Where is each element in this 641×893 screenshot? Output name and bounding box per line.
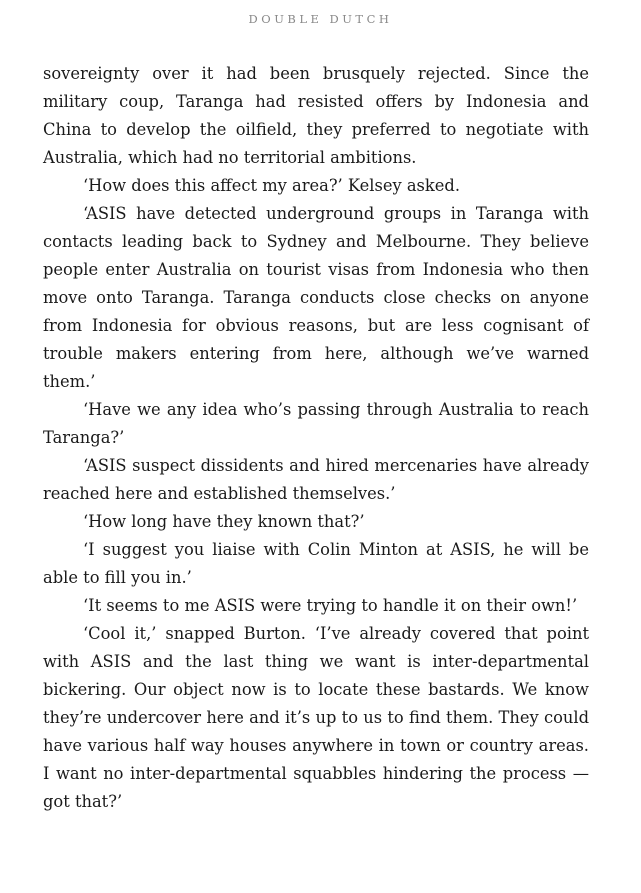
paragraph-3: ‘ASIS have detected underground groups in Taranga with contacts leading back to Sydney and Melbourne. They believe people enter Australia on tourist visas from Indonesia who then move onto Taranga. Taranga conducts close checks on anyone from Indonesia for obvious reasons, but are less cognisant of trouble makers entering from here, although we’ve warned them.’ <box>43 204 589 391</box>
paragraph-2: ‘How does this affect my area?’ Kelsey asked. <box>83 176 461 195</box>
paragraph-9: ‘Cool it,’ snapped Burton. ‘I’ve already covered that point with ASIS and the last thing we want is inter-departmental bickering. Our object now is to locate these bastards. We know they’re undercover here and it’s up to us to find them. They could have various half way houses anywhere in town or country areas. I want no inter-departmental squabbles hindering the process — got that?’ <box>43 624 589 811</box>
running-head: DOUBLE DUTCH <box>248 12 393 26</box>
body-text <box>43 60 589 816</box>
paragraph-8: ‘It seems to me ASIS were trying to handle it on their own!’ <box>83 596 578 615</box>
paragraph-7: ‘I suggest you liaise with Colin Minton at ASIS, he will be able to fill you in.’ <box>43 540 589 587</box>
paragraph-6: ‘How long have they known that?’ <box>83 512 365 531</box>
paragraph-5: ‘ASIS suspect dissidents and hired mercenaries have already reached here and established themselves.’ <box>43 456 589 503</box>
paragraph-1: sovereignty over it had been brusquely rejected. Since the military coup, Taranga had resisted offers by Indonesia and China to develop the oilfield, they preferred to negotiate with Australia, which had no territorial ambitions. <box>43 64 589 167</box>
paragraph-4: ‘Have we any idea who’s passing through Australia to reach Taranga?’ <box>43 400 589 447</box>
